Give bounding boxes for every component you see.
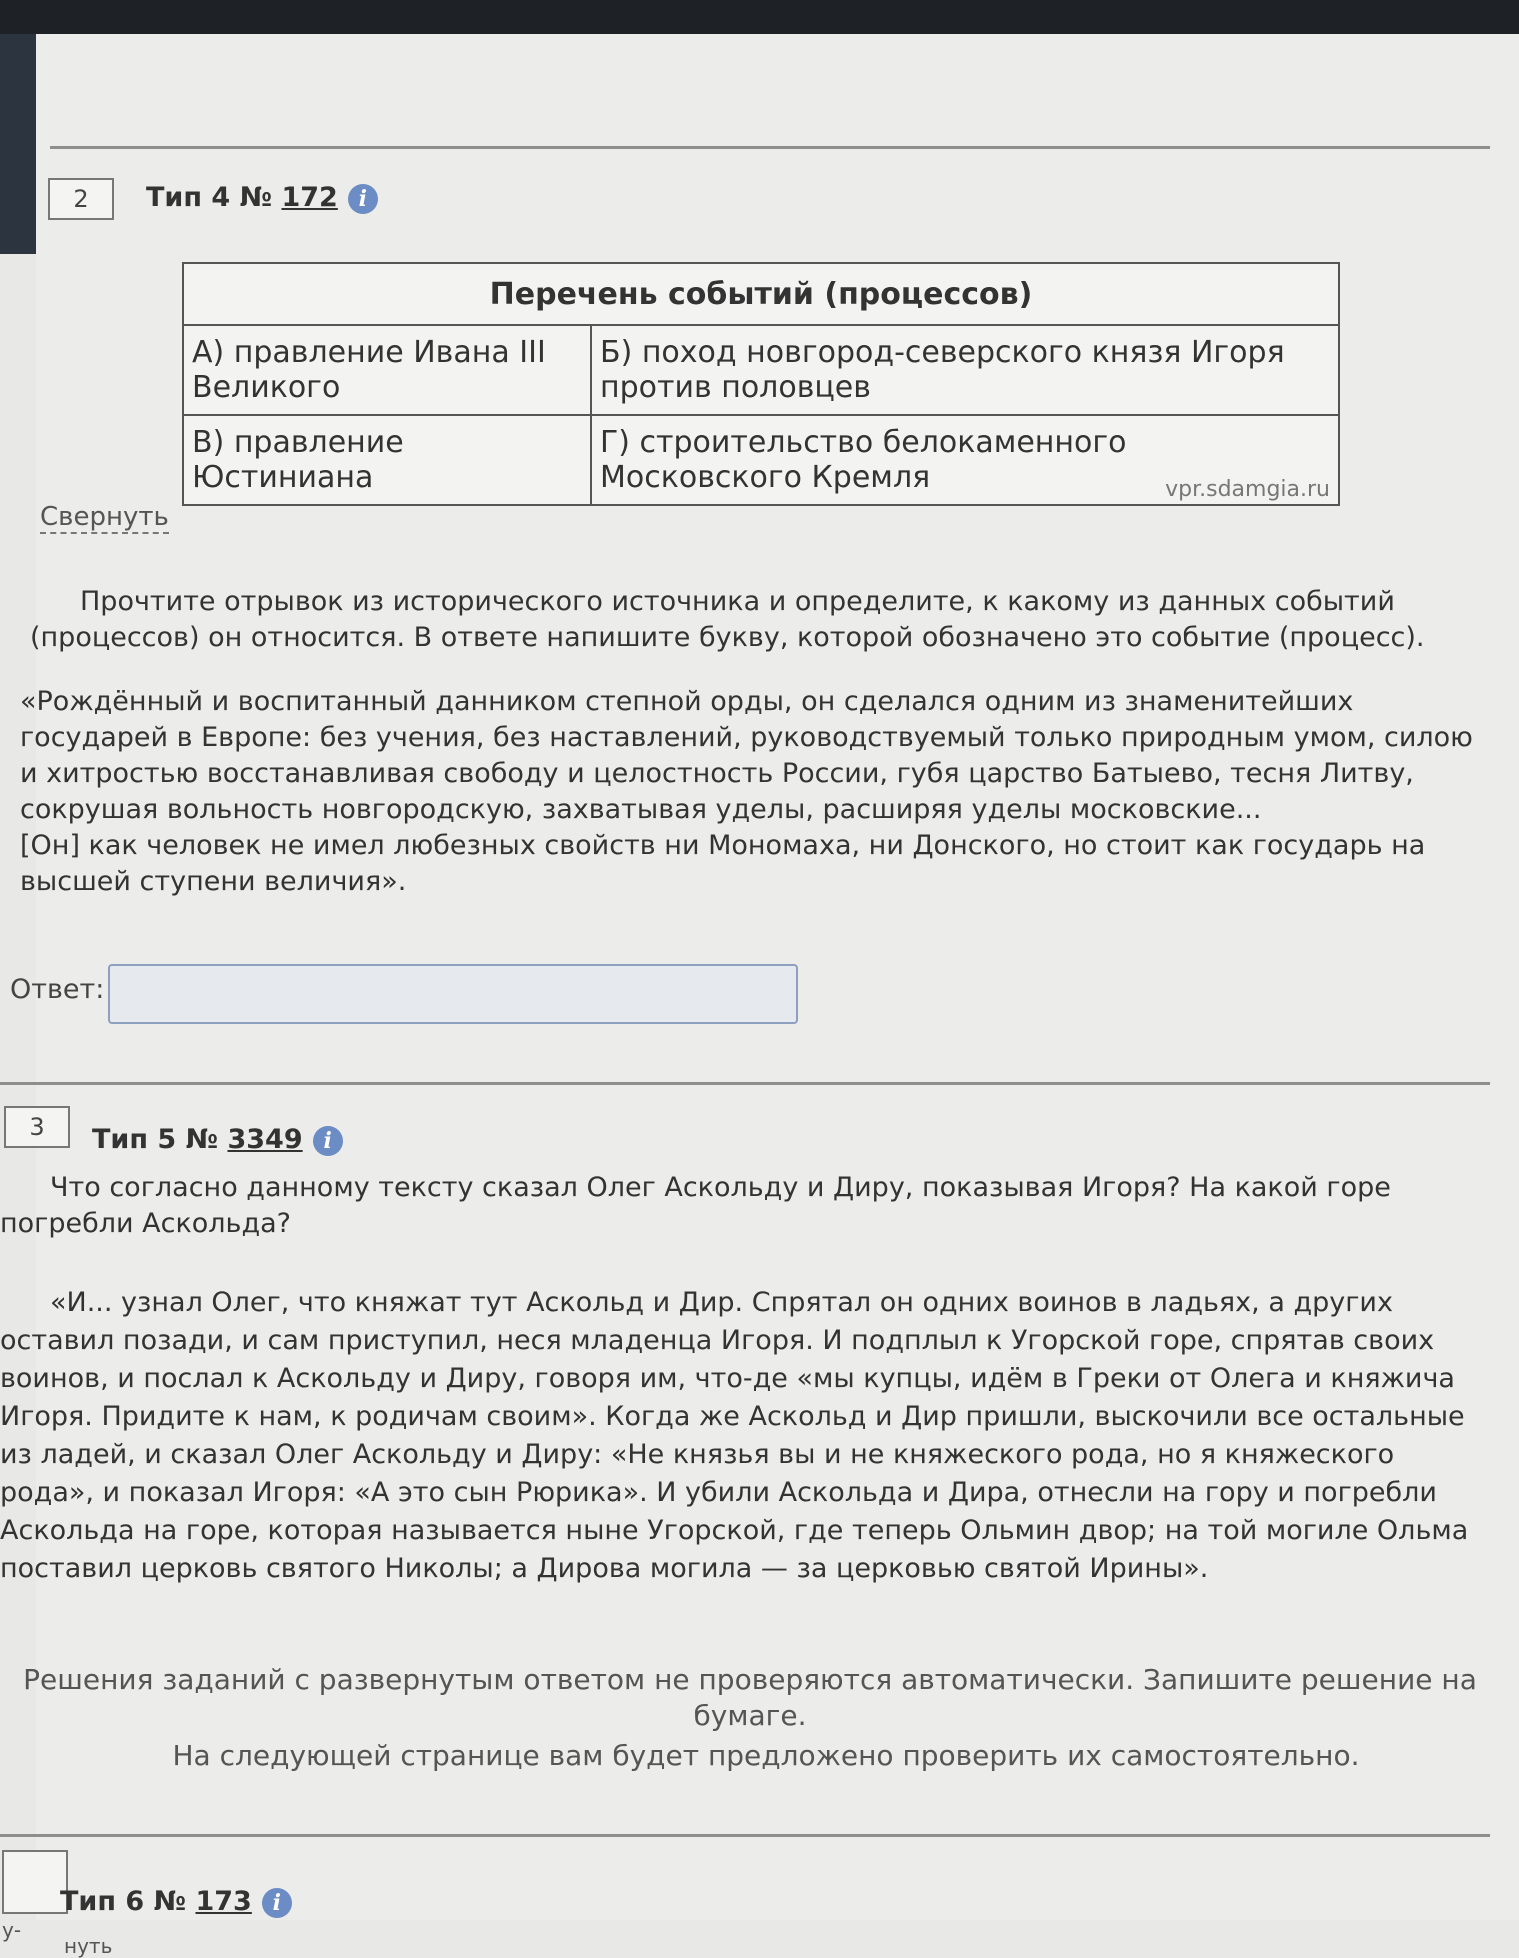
- question-id-link[interactable]: 3349: [227, 1124, 303, 1155]
- source-quote: [20, 684, 1490, 900]
- question-number-4: [2, 1850, 68, 1914]
- collapse-link[interactable]: Свернуть: [40, 502, 169, 532]
- event-v: В) правление Юстиниана: [183, 415, 591, 505]
- events-table-header: Перечень событий (процессов): [183, 263, 1339, 325]
- info-icon[interactable]: i: [313, 1126, 343, 1156]
- watermark: vpr.sdamgia.ru: [1165, 477, 1330, 502]
- event-b: Б) поход новгород-северского князя Игоря против половцев: [591, 325, 1339, 415]
- page: [0, 34, 1519, 1958]
- divider: [0, 1834, 1490, 1837]
- instruction-text: Прочтите отрывок из исторического источника и определите, к какому из данных событий (процессов) он относится. В ответе напишите букву, которой обозначено это событие (процесс).: [30, 586, 1425, 653]
- top-bar: [0, 0, 1519, 34]
- divider: [50, 146, 1490, 149]
- event-g: Г) строительство белокаменного Московского Кремля: [600, 425, 1127, 495]
- question-header-3: [92, 1124, 343, 1156]
- question-type-label: Тип 4 №: [146, 182, 282, 213]
- question-number-2: 2: [48, 178, 114, 220]
- source-quote-part-1: «Рождённый и воспитанный данником степной орды, он сделался одним из знаменитейших государей в Европе: без учения, без наставлений, руководствуемый только природным умом, силою и хитростью восстанавливая свободу и целостность России, губя царство Батыево, тесня Литву, сокрушая вольность новгородскую, захватывая уделы, расширяя уделы московские...: [20, 686, 1473, 825]
- question-text: Что согласно данному тексту сказал Олег Аскольду и Диру, показывая Игоря? На какой горе погребли Аскольда?: [0, 1172, 1391, 1239]
- question-number-3: 3: [4, 1106, 70, 1148]
- manual-check-note: Решения заданий с развернутым ответом не проверяются автоматически. Запишите решение на бумаге.: [23, 1663, 1477, 1732]
- left-fragment: у-: [2, 1918, 22, 1942]
- answer-input[interactable]: [108, 964, 798, 1024]
- info-icon[interactable]: i: [348, 184, 378, 214]
- left-strip: [0, 34, 36, 254]
- answer-label: Ответ:: [10, 974, 105, 1005]
- question-header-2: [146, 182, 378, 214]
- events-table: [182, 262, 1340, 506]
- collapse-link-fragment[interactable]: нуть: [64, 1934, 113, 1958]
- question-id-link[interactable]: 172: [281, 182, 338, 213]
- question-type-label: Тип 5 №: [92, 1124, 228, 1155]
- event-g-cell: [591, 415, 1339, 505]
- question-id-link[interactable]: 173: [195, 1886, 252, 1917]
- question-header-4: [60, 1886, 292, 1918]
- divider: [0, 1082, 1490, 1085]
- event-a: А) правление Ивана III Великого: [183, 325, 591, 415]
- question-type-label: Тип 6 №: [60, 1886, 196, 1917]
- self-check-note: На следующей странице вам будет предложено проверить их самостоятельно.: [172, 1739, 1360, 1772]
- info-icon[interactable]: i: [262, 1888, 292, 1918]
- source-text: «И... узнал Олег, что княжат тут Аскольд и Дир. Спрятал он одних воинов в ладьях, а других оставил позади, и сам приступил, неся младенца Игоря. И подплыл к Угорской горе, спрятав своих воинов, и послал к Аскольду и Диру, говоря им, что-де «мы купцы, идём в Греки от Олега и княжича Игоря. Придите к нам, к родичам своим». Когда же Аскольд и Дир пришли, выскочили все остальные из ладей, и сказал Олег Аскольду и Диру: «Не князья вы и не княжеского рода, но я княжеского рода», и показал Игоря: «А это сын Рюрика». И убили Аскольда и Дира, отнесли на гору и погребли Аскольда на горе, которая называется ныне Угорской, где теперь Ольмин двор; на той могиле Ольма поставил церковь святого Николы; а Дирова могила — за церковью святой Ирины».: [0, 1287, 1469, 1584]
- source-quote-part-2: [Он] как человек не имел любезных свойств ни Мономаха, ни Донского, но стоит как государь на высшей ступени величия».: [20, 830, 1426, 897]
